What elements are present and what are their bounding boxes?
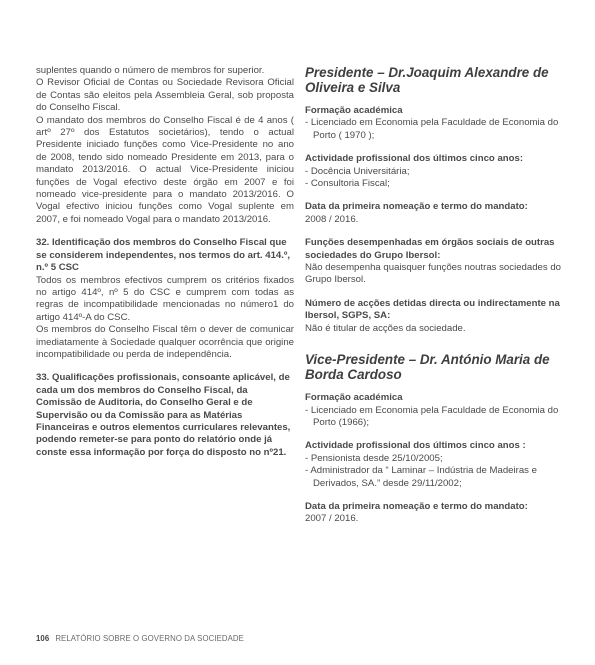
list-item: - Pensionista desde 25/10/2005; — [305, 452, 443, 464]
appointment-date-value: 2007 / 2016. — [305, 513, 359, 525]
list-item: - Docência Universitária; — [305, 165, 410, 177]
footer-text: RELATÓRIO SOBRE O GOVERNO DA SOCIEDADE — [55, 634, 244, 643]
president-name-heading: Presidente – Dr.Joaquim Alexandre de Oliveira e Silva — [305, 65, 549, 95]
page-footer — [36, 634, 244, 643]
paragraph: Os membros do Conselho Fiscal têm o dever de comunicar imediatamente à Sociedade qualquer ocorrência que origine incompatibilidade ou perda de independência. — [36, 324, 294, 360]
vice-president-name-heading: Vice-Presidente – Dr. António Maria de Borda Cardoso — [305, 352, 550, 383]
activity-title: Actividade profissional dos últimos cinco anos: — [305, 153, 524, 165]
paragraph: Todos os membros efectivos cumprem os critérios fixados no artigo 414º, nº 5 do CSC e cumprem com todas as regras de incompatibilidade mencionadas no número1 do artigo 414º-A do CSC. — [36, 274, 294, 323]
education-title: Formação académica — [305, 392, 403, 404]
left-column — [36, 65, 294, 459]
section-heading-32: 32. Identificação dos membros do Conselho Fiscal que se considerem independentes, nos termos do art. 414.º, n.º 5 CSC — [36, 237, 291, 274]
paragraph: O Revisor Oficial de Contas ou Sociedade Revisora Oficial de Contas são eleitos pela Assembleia Geral, sob proposta do Conselho Fiscal. — [36, 77, 294, 114]
functions-value: Não desempenha quaisquer funções noutras sociedades do Grupo Ibersol. — [305, 262, 562, 286]
appointment-date-value: 2008 / 2016. — [305, 213, 359, 225]
list-item: - Administrador da “ Laminar – Indústria de Madeiras e Derivados, SA.” desde 29/11/2002; — [305, 465, 537, 489]
list-item: - Licenciado em Economia pela Faculdade de Economia do Porto ( 1970 ); — [305, 117, 559, 141]
paragraph: suplentes quando o número de membros for superior. — [36, 65, 265, 76]
paragraph: O mandato dos membros do Conselho Fiscal é de 4 anos ( artº 27º dos Estatutos societários), tendo o actual Presidente iniciado funções como Vice-Presidente no ano de 2008, tendo sido nomeado Presidente em 2013, para o mandato 2013/2016. O actual Vice-Presidente iniciou funções de Vogal efectivo deste órgão em 2007 e foi nomeado vice-presidente para o mandato 2013/2016. O Vogal efectivo iniciou funções como Vogal suplente em 2007, e foi nomeado Vogal para o mandato 2013/2016. — [36, 114, 294, 225]
list-item: - Licenciado em Economia pela Faculdade de Economia do Porto (1966); — [305, 404, 559, 428]
appointment-date-title: Data da primeira nomeação e termo do mandato: — [305, 201, 528, 213]
list-item: - Consultoria Fiscal; — [305, 178, 390, 190]
shares-title: Número de acções detidas directa ou indirectamente na Ibersol, SGPS, SA: — [305, 297, 560, 322]
right-column — [305, 65, 563, 526]
section-heading-33: 33. Qualificações profissionais, consoante aplicável, de cada um dos membros do Conselho Fiscal, da Comissão de Auditoria, do Conselho Geral e de Supervisão ou da Comissão para as Matérias Financeiras e outros elementos curriculares relevantes, podendo remeter-se para ponto do relatório onde já conste essa informação por força do disposto no nº21. — [36, 372, 291, 458]
education-title: Formação académica — [305, 105, 403, 116]
page-number: 106 — [36, 634, 50, 643]
activity-title: Actividade profissional dos últimos cinco anos : — [305, 440, 526, 452]
appointment-date-title: Data da primeira nomeação e termo do mandato: — [305, 500, 528, 512]
shares-value: Não é titular de acções da sociedade. — [305, 322, 466, 334]
functions-title: Funções desempenhadas em órgãos sociais de outras sociedades do Grupo Ibersol: — [305, 237, 555, 261]
